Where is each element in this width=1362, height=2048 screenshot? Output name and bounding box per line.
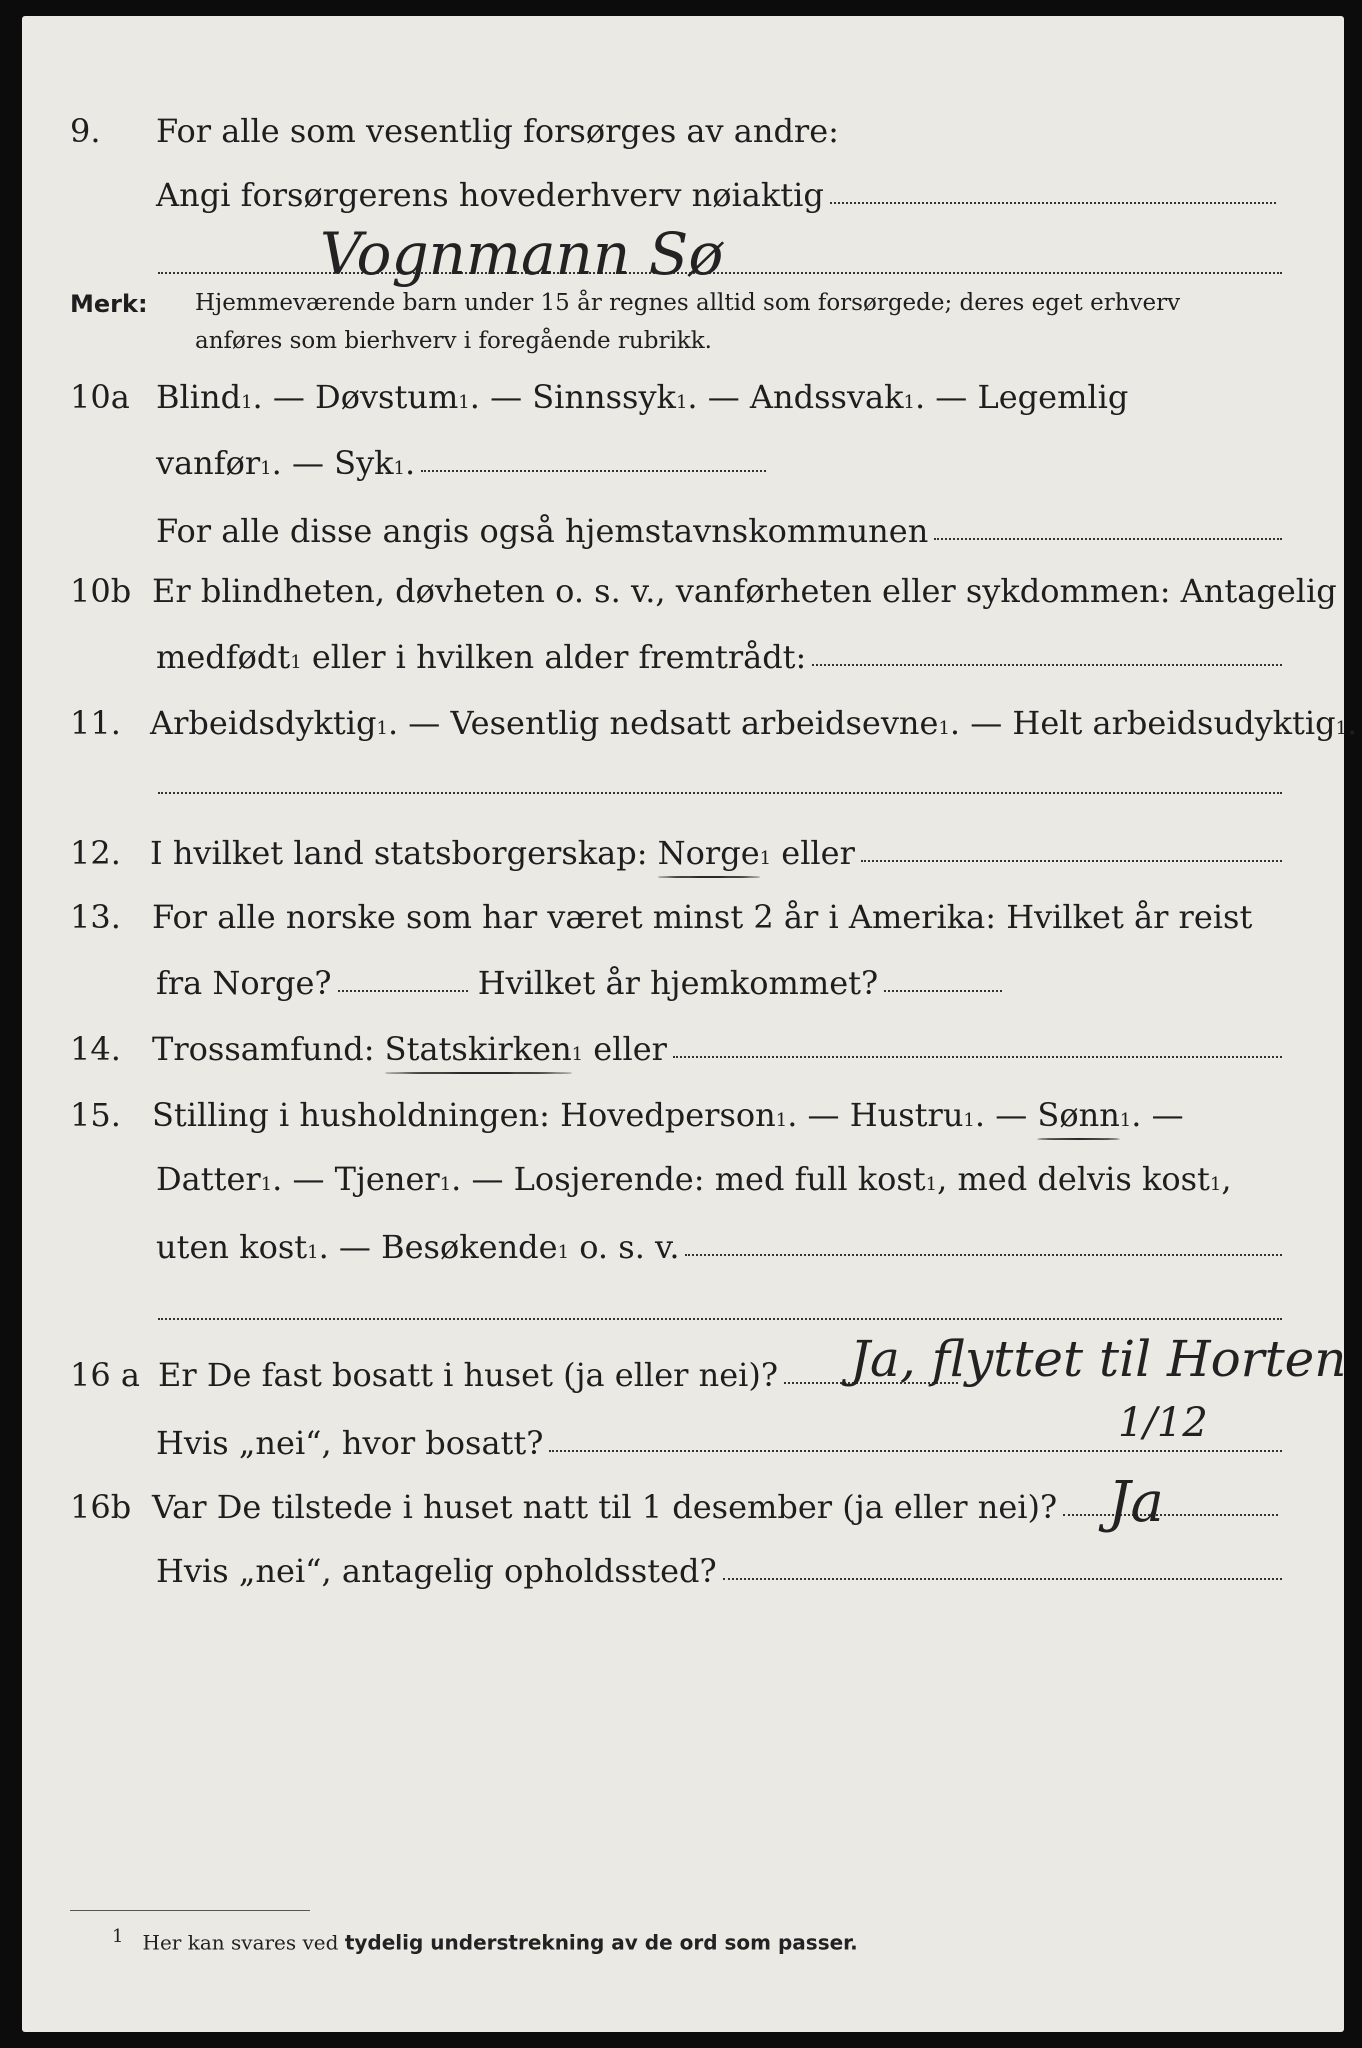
q13-text1: For alle norske som har været minst 2 år i Amerika: Hvilket år reist (152, 898, 1253, 936)
q10b-medfodt: medfødt (156, 638, 291, 676)
q10a-line3 (0, 512, 1362, 556)
q14-number: 14. (70, 1030, 121, 1068)
q9-handwritten-answer: Vognmann Sø (320, 220, 724, 288)
q15-line1: 15. Stilling i husholdningen: Hovedperson 1 . — Hustru 1 . — Sønn 1 . — (70, 1096, 1184, 1134)
q16b-handwritten-answer: Ja (1108, 1470, 1164, 1535)
q10a-number: 10a (70, 378, 130, 416)
q15-hovedperson: Stilling i husholdningen: Hovedperson (152, 1096, 776, 1134)
merk-label: Merk: (70, 290, 148, 318)
q15-besokende: . — Besøkende (318, 1228, 558, 1266)
q12-text: I hvilket land statsborgerskap: (150, 834, 658, 872)
q10b-leader (812, 664, 1282, 666)
q13-reist-leader (338, 990, 468, 992)
q16b-text1: Var De tilstede i huset natt til 1 desember (ja eller nei)? (152, 1488, 1058, 1526)
q11-arbeidsdyktig: Arbeidsdyktig (150, 704, 377, 742)
q10a-line2: vanfør 1 . — Syk 1 . (0, 444, 1362, 488)
q16b-leader2 (723, 1578, 1282, 1580)
q9-number: 9. (70, 112, 101, 150)
q10b-number: 10b (70, 572, 132, 610)
footnote-rule (70, 1910, 310, 1911)
q10a-hjemstavn: For alle disse angis også hjemstavnskommunen (156, 512, 929, 550)
q15-number: 15. (70, 1096, 121, 1134)
q10a-syk-leader (421, 470, 766, 472)
q10a-vanfor: vanfør (156, 444, 261, 482)
q9-leader (830, 202, 1276, 204)
q15-datter: Datter (156, 1160, 261, 1198)
q15-line3: uten kost 1 . — Besøkende 1 o. s. v. (0, 1228, 1362, 1272)
q11-udyktig: . — Helt arbeidsudyktig (949, 704, 1336, 742)
q16a-text1: Er De fast bosatt i huset (ja eller nei)? (158, 1356, 779, 1394)
q16a-handwritten-answer: Ja, flyttet til Horten (850, 1330, 1347, 1388)
q16a-text2: Hvis „nei“, hvor bosatt? (156, 1424, 544, 1462)
q9-line2 (0, 176, 1362, 220)
q16b-number: 16b (70, 1488, 132, 1526)
q15-sonn-underlined: Sønn (1037, 1096, 1120, 1134)
q15-line2: Datter 1 . — Tjener 1 . — Losjerende: med full kost 1 , med delvis kost 1 , (156, 1160, 1232, 1198)
q9-text1: For alle som vesentlig forsørges av andre: (156, 112, 839, 150)
q16b-leader1 (1063, 1514, 1278, 1516)
q10b-text1: Er blindheten, døvheten o. s. v., vanførheten eller sykdommen: Antagelig (152, 572, 1337, 610)
q15-hustru: . — Hustru (787, 1096, 964, 1134)
q12-norge-underlined: Norge (657, 834, 760, 872)
q12-leader (861, 860, 1282, 862)
q16a-handwritten-date: 1/12 (1118, 1400, 1208, 1446)
q10a-line1: 10a Blind 1 . — Døvstum 1 . — Sinnssyk 1 . — Andssvak 1 . — Legemlig (70, 378, 1129, 416)
footnote-mark: 1 (112, 1926, 124, 1947)
q12-line: 12. I hvilket land statsborgerskap: Norge 1 eller (0, 834, 1362, 878)
q13-number: 13. (70, 898, 121, 936)
q14-statskirken-underlined: Statskirken (384, 1030, 572, 1068)
q13-reist: fra Norge? (156, 964, 332, 1002)
q15-uten-kost: uten kost (156, 1228, 308, 1266)
q10a-sinnssyk: . — Sinnssyk (469, 378, 676, 416)
merk-text2: anføres som bierhverv i foregående rubrikk. (195, 328, 712, 354)
q10b-line1 (0, 572, 1362, 616)
q14-line: 14. Trossamfund: Statskirken 1 eller (0, 1030, 1362, 1074)
footnote-bold-text: tydelig understrekning av de ord som passer. (344, 1930, 858, 1955)
q10a-andssvak: . — Andssvak (687, 378, 904, 416)
footnote (112, 1926, 858, 1955)
q15-answer-line (158, 1318, 1282, 1320)
q10a-dovstum: . — Døvstum (252, 378, 459, 416)
q11-line: 11. Arbeidsdyktig 1 . — Vesentlig nedsatt arbeidsevne 1 . — Helt arbeidsudyktig 1 . (70, 704, 1358, 742)
footnote-text: Her kan svares ved (142, 1930, 345, 1955)
q15-leader (685, 1254, 1282, 1256)
q16b-text2: Hvis „nei“, antagelig opholdssted? (156, 1552, 717, 1590)
q14-leader (673, 1056, 1282, 1058)
q9-text2: Angi forsørgerens hovederhverv nøiaktig (156, 176, 824, 214)
q9-line1 (0, 112, 1362, 156)
q11-number: 11. (70, 704, 121, 742)
q14-text: Trossamfund: (152, 1030, 385, 1068)
q13-line1 (0, 898, 1362, 942)
q15-full-kost: . — Losjerende: med full kost (451, 1160, 926, 1198)
q15-tjener: . — Tjener (272, 1160, 440, 1198)
q16a-leader2 (549, 1450, 1282, 1452)
q12-number: 12. (70, 834, 121, 872)
q10b-line2: medfødt 1 eller i hvilken alder fremtrådt: (0, 638, 1362, 682)
merk-line2 (0, 328, 1362, 372)
merk-text1: Hjemmeværende barn under 15 år regnes alltid som forsørgede; deres eget erhverv (195, 290, 1181, 316)
q11-nedsatt: . — Vesentlig nedsatt arbeidsevne (387, 704, 939, 742)
q10a-blind: Blind (156, 378, 242, 416)
q10b-alder: eller i hvilken alder fremtrådt: (301, 638, 807, 676)
q10a-syk: . — Syk (271, 444, 394, 482)
q10a-hjemstavn-leader (934, 538, 1282, 540)
q11-answer-line (158, 792, 1282, 794)
q13-hjemkommet: Hvilket år hjemkommet? (467, 964, 879, 1002)
q16b-line2 (0, 1552, 1362, 1596)
q16a-number: 16 a (70, 1356, 140, 1394)
q13-hjemkommet-leader (884, 990, 1002, 992)
q10a-legemlig: . — Legemlig (914, 378, 1129, 416)
q15-delvis-kost: , med delvis kost (937, 1160, 1210, 1198)
q13-line2 (0, 964, 1362, 1008)
